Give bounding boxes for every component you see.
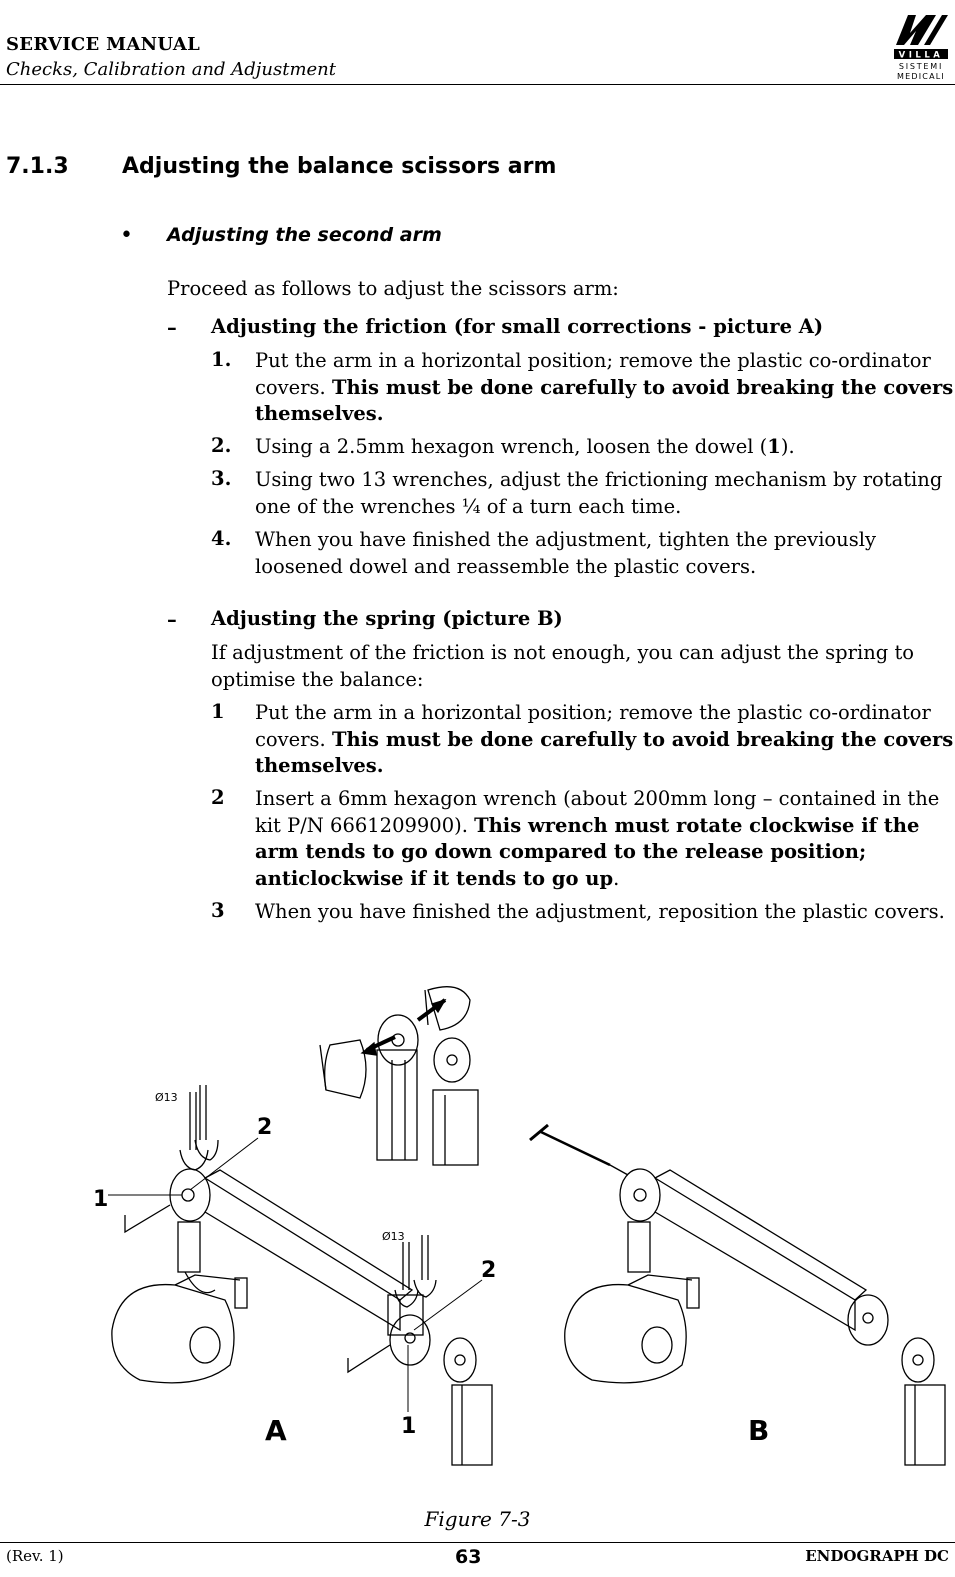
friction-step-4: When you have finished the adjustment, tighten the previously loosened dowel and reassemble the plastic covers. xyxy=(255,528,876,578)
friction-dash: – xyxy=(167,316,177,339)
arm-a xyxy=(90,975,412,1383)
friction-title: Adjusting the friction (for small corrections - picture A) xyxy=(211,315,824,338)
spring-step-1-num: 1 xyxy=(211,700,225,723)
section-number: 7.1.3 xyxy=(6,154,69,179)
spring-intro: If adjustment of the friction is not enough, you can adjust the spring to optimise the balance: xyxy=(211,641,915,691)
spring-dash: – xyxy=(167,608,177,631)
figure-caption: Figure 7-3 xyxy=(424,1507,531,1531)
page-number: 63 xyxy=(455,1546,482,1568)
friction-step-2-num: 2. xyxy=(211,434,232,457)
subsection-title: Adjusting the second arm xyxy=(167,224,442,246)
label-2-upper: 2 xyxy=(257,1115,273,1140)
intro-paragraph: Proceed as follows to adjust the scissors arm: xyxy=(167,277,619,300)
header-rule xyxy=(0,84,955,85)
footer-rule xyxy=(0,1542,955,1543)
villa-logo xyxy=(892,3,950,81)
spring-step-3: When you have finished the adjustment, reposition the plastic covers. xyxy=(255,900,945,923)
label-2-lower: 2 xyxy=(481,1258,497,1283)
label-picture-a: A xyxy=(265,1414,287,1447)
exploded-covers xyxy=(320,987,478,1165)
spring-step-1: Put the arm in a horizontal position; remove the plastic co-ordinator covers. This must be done carefully to avoid breaking the covers themselves. xyxy=(255,701,954,777)
friction-step-4-num: 4. xyxy=(211,527,232,550)
spring-title: Adjusting the spring (picture B) xyxy=(211,607,563,630)
label-dia-1: Ø13 xyxy=(155,1091,178,1104)
friction-step-3-num: 3. xyxy=(211,467,232,490)
friction-step-1-num: 1. xyxy=(211,348,232,371)
revision-label: (Rev. 1) xyxy=(6,1547,64,1565)
chapter-subtitle: Checks, Calibration and Adjustment xyxy=(6,59,336,80)
manual-title: SERVICE MANUAL xyxy=(6,34,201,55)
friction-step-2: Using a 2.5mm hexagon wrench, loosen the dowel (1). xyxy=(255,435,795,458)
friction-step-1: Put the arm in a horizontal position; remove the plastic co-ordinator covers. This must be done carefully to avoid breaking the covers themselves. xyxy=(255,349,954,425)
logo-line-1: VILLA xyxy=(898,50,944,61)
section-title: Adjusting the balance scissors arm xyxy=(122,154,557,179)
spring-step-2-num: 2 xyxy=(211,786,225,809)
bullet-marker: • xyxy=(120,223,133,248)
figure-7-3-illustration xyxy=(90,975,950,1475)
label-dia-2: Ø13 xyxy=(382,1230,405,1243)
label-1-upper: 1 xyxy=(93,1187,109,1212)
label-picture-b: B xyxy=(748,1414,770,1447)
friction-step-3: Using two 13 wrenches, adjust the frictioning mechanism by rotating one of the wrenches ¼ of a turn each time. xyxy=(255,468,943,518)
arm-a-joint-2 xyxy=(348,1235,492,1465)
logo-line-3: MEDICALI xyxy=(897,72,945,81)
spring-step-2: Insert a 6mm hexagon wrench (about 200mm long – contained in the kit P/N 6661209900). This wrench must rotate clockwise if the arm tends to go down compared to the release position; anticlockwise if it tends to go up. xyxy=(255,787,940,890)
spring-step-3-num: 3 xyxy=(211,899,225,922)
arm-b xyxy=(530,1125,945,1465)
product-name: ENDOGRAPH DC xyxy=(805,1547,949,1565)
logo-line-2: SISTEMI xyxy=(898,62,944,71)
label-1-lower: 1 xyxy=(401,1414,417,1439)
